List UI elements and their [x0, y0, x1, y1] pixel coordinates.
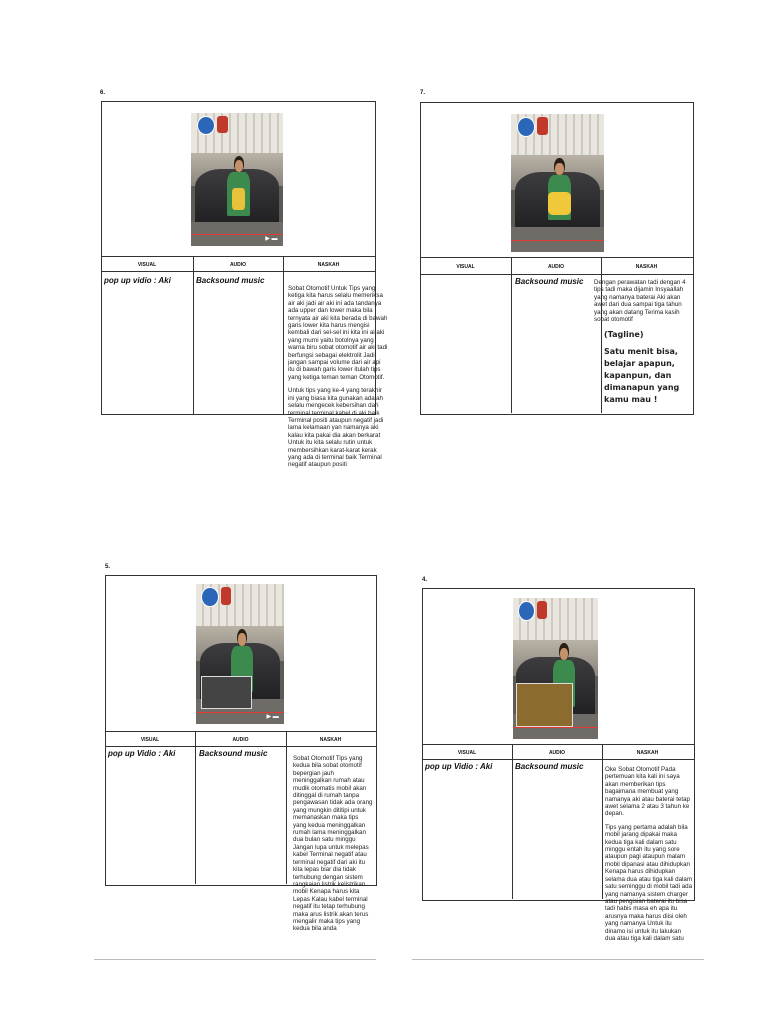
battery-inset-image: [516, 683, 572, 727]
header-naskah: NASKAH: [635, 264, 658, 270]
header-audio: AUDIO: [548, 750, 566, 756]
naskah-text: [293, 755, 373, 939]
audio-cell: Backsound music: [196, 276, 265, 285]
header-visual: VISUAL: [140, 737, 160, 743]
audio-cell: Backsound music: [515, 762, 584, 771]
naskah-paragraph: Sobat Otomotif Untuk Tips yang ketiga kita harus selalu memeriksa air aki jadi air aki ini ada tandanya ada upper dan lower maka bila ternyata air aki kita berada di bawah garis lower kita harus mengisi kembali dari sel-sel ini kita ini ai aki yang murni yaitu botolnya yang warna biru sobat otomotif air aki tadi berfungsi sebagai elektrolit Jadi jangan sampai volume dari air api itu di bawah garis lower itulah tips yang ketiga teman teman Otomotif.: [288, 285, 388, 381]
play-icon: ▶ ▬: [266, 713, 279, 720]
play-icon: ▶ ▬: [265, 236, 278, 243]
emblem-logo: [221, 587, 232, 605]
video-thumbnail: [191, 113, 283, 246]
naskah-text: [594, 279, 686, 329]
institution-logo: [197, 116, 216, 135]
header-visual: VISUAL: [137, 262, 157, 268]
emblem-logo: [537, 117, 548, 135]
panel-number: 5.: [105, 564, 111, 570]
naskah-text: [288, 285, 388, 475]
video-thumbnail: [513, 598, 598, 739]
naskah-paragraph: Sobat Otomotif Tips yang kedua bila sobat otomotif bepergian jauh meninggalkan rumah atau mudik otomatis mobil akan ditinggal di rumah tanpa pengawasan tidak ada orang yang mungkin dititipi untuk memanaskan maka tips yang kedua meninggalkan rumah lama meninggalkan dua bulan satu minggu Jangan lupa untuk melepas kabel Terminal negatif atau terminal negatif dari aki itu kita lepas biar dia tidak terhubung dengan sistem rangkaian listrik kelistrikan mobil Kenapa harus kita Lepas Kalau kabel terminal negatif itu tetap terhubung maka arus listrik akan terus mengalir maka tips yang kedua bila anda: [293, 755, 373, 933]
header-naskah: NASKAH: [317, 262, 340, 268]
naskah-paragraph: Untuk tips yang ke-4 yang terakhir ini yang biasa kita gunakan adalah selalu mengecek kebersihan dari terminal terminal kabel di aki baik Terminal positi ataupun negatif jadi lama kelamaan yan namanya aki kalau kita pakai dia akan berkarat Untuk itu kita selalu rutin untuk membersihkan karat-karat kerak yang ada di terminal baik Terminal negatif ataupun positi: [288, 387, 384, 469]
visual-cell: pop up Vidio : Aki: [425, 762, 493, 771]
slogan-text: Satu menit bisa, belajar apapun, kapanpun, dan dimanapun yang kamu mau !: [604, 347, 680, 404]
header-audio: AUDIO: [232, 737, 249, 743]
tagline-label: (Tagline): [604, 330, 644, 339]
naskah-paragraph: Tips yang pertama adalah bila mobil jarang dipakai maka kedua tiga kali dalam satu minggu entah itu yang sore ataupun pagi ataupun malam mobil dipanasi atau dihidupkan Kenapa harus dihidupkan selama dua atau tiga kali dalam satu seminggu di mobil tadi ada yang namanya sistem charger atau pengisian baterai itu bisa tadi habis masa eh apa itu arusnya maka harus diisi oleh yang namanya Untuk itu dinamo isi untuk itu lakukan dua atau tiga kali dalam satu: [605, 823, 693, 942]
emblem-logo: [537, 601, 547, 619]
audio-cell: Backsound music: [199, 749, 268, 758]
panel-number: 6.: [100, 90, 106, 96]
engine-inset-image: [201, 676, 251, 709]
header-visual: VISUAL: [457, 750, 477, 756]
header-naskah: NASKAH: [636, 750, 659, 756]
institution-logo: [517, 117, 536, 137]
video-thumbnail: [196, 584, 284, 724]
visual-cell: pop up vidio : Aki: [104, 276, 171, 285]
header-audio: AUDIO: [547, 264, 565, 270]
naskah-paragraph: Dengan perawatan tadi dengan 4 tips tadi maka dijamin Insyaallah yang namanya baterai Aki akan awet dari dua sampai tiga tahun yang akan datang Terima kasih sobat otomotif: [594, 279, 686, 324]
emblem-logo: [217, 116, 228, 133]
audio-cell: Backsound music: [515, 277, 584, 286]
header-audio: AUDIO: [229, 262, 247, 268]
video-thumbnail: [511, 114, 604, 252]
visual-cell: pop up Vidio : Aki: [108, 749, 176, 758]
naskah-text: [605, 766, 693, 958]
panel-number: 4.: [422, 577, 428, 583]
header-visual: VISUAL: [456, 264, 475, 270]
institution-logo: [201, 587, 219, 607]
naskah-paragraph: Oke Sobat Otomotif Pada pertemuan kita kali ini saya akan memberikan tips bagaimana membuat yang namanya aki atau baterai tetap awet selama 2 atau 3 tahun ke depan.: [605, 766, 690, 818]
header-naskah: NASKAH: [319, 737, 342, 743]
panel-number: 7.: [420, 90, 426, 96]
